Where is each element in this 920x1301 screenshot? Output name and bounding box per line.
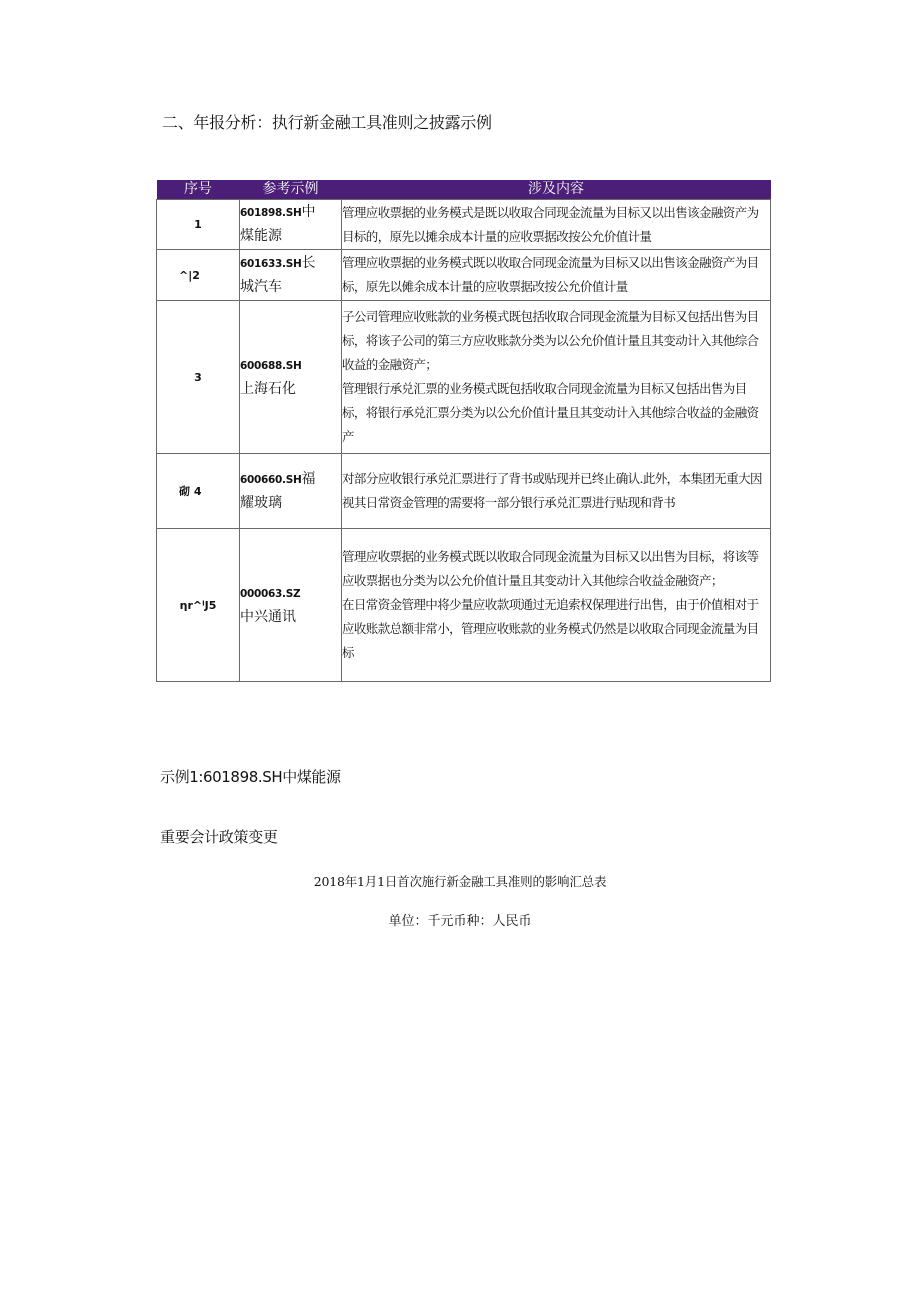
table-row xyxy=(157,301,771,454)
table-row xyxy=(157,250,771,301)
header-content: 涉及内容 xyxy=(342,180,771,200)
row-content xyxy=(342,200,771,250)
stock-code: 601898.SH xyxy=(240,207,302,219)
row-reference xyxy=(240,529,342,682)
row-content xyxy=(342,301,771,454)
table-row xyxy=(157,200,771,250)
header-reference: 参考示例 xyxy=(240,180,342,200)
content-paragraph: 管理应收票据的业务模式既以收取合同现金流量为目标又以出售为目标，将该等应收票据也分类为以公允价值计量且其变动计入其他综合收益金融资产； xyxy=(342,549,759,588)
table-row xyxy=(157,454,771,529)
content-paragraph: 子公司管理应收账款的业务模式既包括收取合同现金流量为目标又包括出售为目标，将该子公司的第三方应收账款分类为以公允价值计量且其变动计入其他综合收益的金融资产； xyxy=(342,309,759,372)
row-content xyxy=(342,250,771,301)
company-name-rest: 城汽车 xyxy=(240,278,282,295)
example-title: 示例1:601898.SH中煤能源 xyxy=(160,768,341,786)
stock-code: 000063.SZ xyxy=(240,587,301,600)
table-header-row xyxy=(157,180,771,200)
company-name-start: 福 xyxy=(301,470,316,487)
unit-currency-line: 单位：千元币种：人民币 xyxy=(388,914,532,929)
company-name-rest: 上海石化 xyxy=(240,380,296,397)
row-reference xyxy=(240,301,342,454)
content-paragraph: 在日常资金管理中将少量应收款项通过无追索权保理进行出售，由于价值相对于应收账款总额非常小，管理应收账款的业务模式仍然是以收取合同现金流量为目标 xyxy=(342,597,759,660)
section-title: 二、年报分析：执行新金融工具准则之披露示例 xyxy=(162,113,492,132)
header-seq: 序号 xyxy=(157,180,240,200)
table-row xyxy=(157,529,771,682)
company-name-rest: 耀玻璃 xyxy=(240,494,282,511)
content-paragraph: 管理银行承兑汇票的业务模式既包括收取合同现金流量为目标又包括出售为目标，将银行承兑汇票分类为以公允价值计量且其变动计入其他综合收益的金融资产 xyxy=(342,381,759,444)
summary-table-title: 2018年1月1日首次施行新金融工具准则的影响汇总表 xyxy=(313,874,607,889)
stock-code: 600660.SH xyxy=(240,473,302,486)
content-paragraph: 管理应收票据的业务模式既以收取合同现金流量为目标又以出售该金融资产为目标，原先以傩余成本计量的应收票据改按公允价值计量 xyxy=(342,255,759,294)
row-content xyxy=(342,454,771,529)
content-paragraph: 对部分应收银行承兑汇票进行了背书或贴现并已终止确认.此外，本集团无重大因视其日常资金管理的需要将一部分银行承兑汇票进行贴现和背书 xyxy=(342,471,762,510)
company-name-start: 长 xyxy=(301,254,316,271)
company-name-rest: 煤能源 xyxy=(240,228,282,244)
company-name-start: 中 xyxy=(301,204,316,220)
row-reference xyxy=(240,200,342,250)
policy-change-title: 重要会计政策变更 xyxy=(160,828,278,846)
row-seq: 砌 4 xyxy=(157,454,240,529)
row-reference xyxy=(240,454,342,529)
content-paragraph: 管理应收票据的业务模式是既以收取合同现金流量为目标又以出售该金融资产为目标的，原先以摊余成本计量的应收票据改按公允价值计量 xyxy=(342,204,759,244)
row-reference xyxy=(240,250,342,301)
row-content xyxy=(342,529,771,682)
row-seq: 1 xyxy=(157,200,240,250)
disclosure-table xyxy=(156,180,771,682)
stock-code: 601633.SH xyxy=(240,257,302,270)
row-seq: 3 xyxy=(157,301,240,454)
stock-code: 600688.SH xyxy=(240,359,302,372)
company-name-rest: 中兴通讯 xyxy=(240,608,296,625)
row-seq: ^|2 xyxy=(157,250,240,301)
row-seq: ηr^ᑊJ5 xyxy=(157,529,240,682)
